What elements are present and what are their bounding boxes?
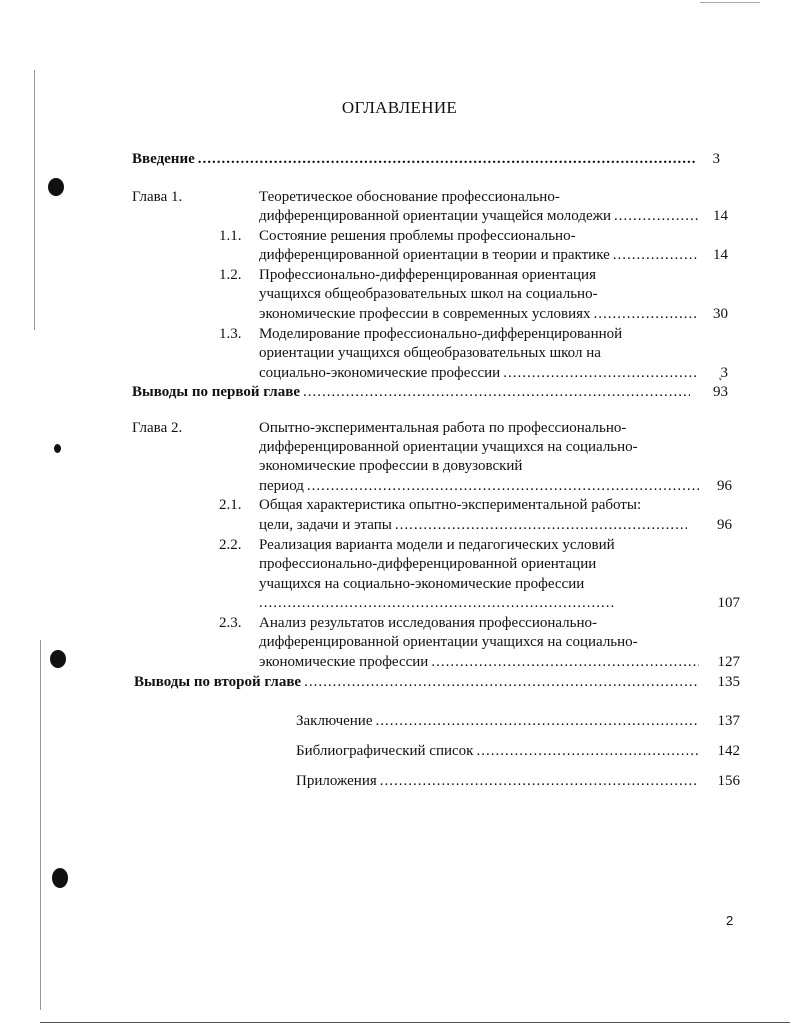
toc-entry-chapter-1[interactable] [259,207,701,226]
leader-dots [395,516,687,535]
section-title-line: Реализация варианта модели и педагогических условий [259,537,615,553]
section-title-line: учащихся на социально-экономические профессии [259,576,585,592]
toc-intro-label: Введение [132,151,195,167]
toc-entry-section-2-1[interactable] [259,516,689,535]
toc-entry-section-1-1[interactable] [259,246,701,265]
back-matter-label: Приложения [296,773,377,789]
chapter-2-title-line: Опытно-экспериментальная работа по профессионально- [259,420,627,436]
toc-entry-bibliography[interactable] [296,742,700,761]
leader-dots [613,246,699,265]
chapter-1-title-line: дифференцированной ориентации учащейся молодежи [259,208,611,224]
section-title-line: экономические профессии [259,654,429,670]
leader-dots [303,383,690,402]
toc-page-number: 14 [713,247,728,263]
section-title-line: ориентации учащихся общеобразовательных школ на [259,345,601,361]
toc-entry-conclusion[interactable] [296,712,700,731]
scan-edge-line [40,640,41,1010]
section-title-line: Профессионально-дифференцированная ориентация [259,267,596,283]
toc-entry-appendices[interactable] [296,772,700,791]
leader-dots [376,712,699,731]
toc-page-number: 93 [713,384,728,400]
toc-page-number: 30 [713,306,728,322]
chapter-2-title-line: дифференцированной ориентации учащихся на социально- [259,439,638,455]
toc-entry-section-2-3[interactable] [259,653,701,672]
toc-page-number: 96 [717,478,732,494]
chapter-2-title-line: экономические профессии в довузовский [259,458,523,474]
leader-dots [198,150,696,169]
toc-entry-section-2-2[interactable] [259,594,617,613]
back-matter-label: Библиографический список [296,743,474,759]
chapter-1-conclusion-label: Выводы по первой главе [132,384,300,400]
toc-entry-chapter-2-conclusion[interactable] [134,673,700,692]
section-number: 1.1. [219,228,242,244]
section-title-line: дифференцированной ориентации учащихся на социально- [259,634,638,650]
toc-entry-section-1-3[interactable] [259,364,701,383]
leader-dots [380,772,698,791]
toc-page-number: 142 [717,743,740,759]
chapter-2-label: Глава 2. [132,420,183,436]
toc-page-number: 137 [717,713,740,729]
page-number: 2 [726,913,734,928]
section-title-line: цели, задачи и этапы [259,517,392,533]
section-number: 2.3. [219,615,242,631]
toc-page-number: 3 [712,151,720,167]
scan-bottom-line [40,1022,790,1023]
toc-entry-chapter-1-conclusion[interactable] [132,383,692,402]
section-title-line: социально-экономические профессии [259,365,501,381]
section-title-line: дифференцированной ориентации в теории и практике [259,247,610,263]
toc-page-number: 156 [717,773,740,789]
section-title-line: Общая характеристика опытно-экспериментальной работы: [259,497,642,513]
section-title-line: Моделирование профессионально-дифференцированной [259,326,623,342]
leader-dots [259,594,615,613]
toc-entry-section-1-2[interactable] [259,305,701,324]
toc-page-number: 135 [717,674,740,690]
toc-entry-intro[interactable] [132,150,698,169]
binder-hole-mark [50,650,66,668]
chapter-1-title-line: Теоретическое обоснование профессионально- [259,189,560,205]
back-matter-label: Заключение [296,713,373,729]
toc-page-number: 127 [717,654,740,670]
page-title: ОГЛАВЛЕНИЕ [341,98,458,117]
toc-page-number: 107 [717,595,740,611]
toc-page-number: ͅ3 [720,365,728,381]
chapter-2-conclusion-label: Выводы по второй главе [134,674,302,690]
section-number: 1.3. [219,326,242,342]
toc-page-number: 96 [717,517,732,533]
leader-dots [614,207,699,226]
leader-dots [307,477,699,496]
leader-dots [594,305,700,324]
leader-dots [431,653,699,672]
binder-hole-mark [48,178,64,196]
leader-dots [304,673,698,692]
section-title-line: Анализ результатов исследования профессионально- [259,615,598,631]
binder-hole-mark [54,444,61,453]
section-title-line: экономические профессии в современных условиях [259,306,591,322]
section-title-line: учащихся общеобразовательных школ на социально- [259,286,598,302]
section-title-line: профессионально-дифференцированной ориентации [259,556,597,572]
leader-dots [476,742,698,761]
toc-page-number: 14 [713,208,728,224]
section-title-line: Состояние решения проблемы профессионально- [259,228,576,244]
leader-dots [503,364,699,383]
section-number: 2.1. [219,497,242,513]
chapter-2-title-line: период [259,478,304,494]
chapter-1-label: Глава 1. [132,189,183,205]
binder-hole-mark [52,868,68,888]
scan-top-line [700,2,760,3]
section-number: 1.2. [219,267,242,283]
section-number: 2.2. [219,537,242,553]
toc-entry-chapter-2[interactable] [259,477,701,496]
